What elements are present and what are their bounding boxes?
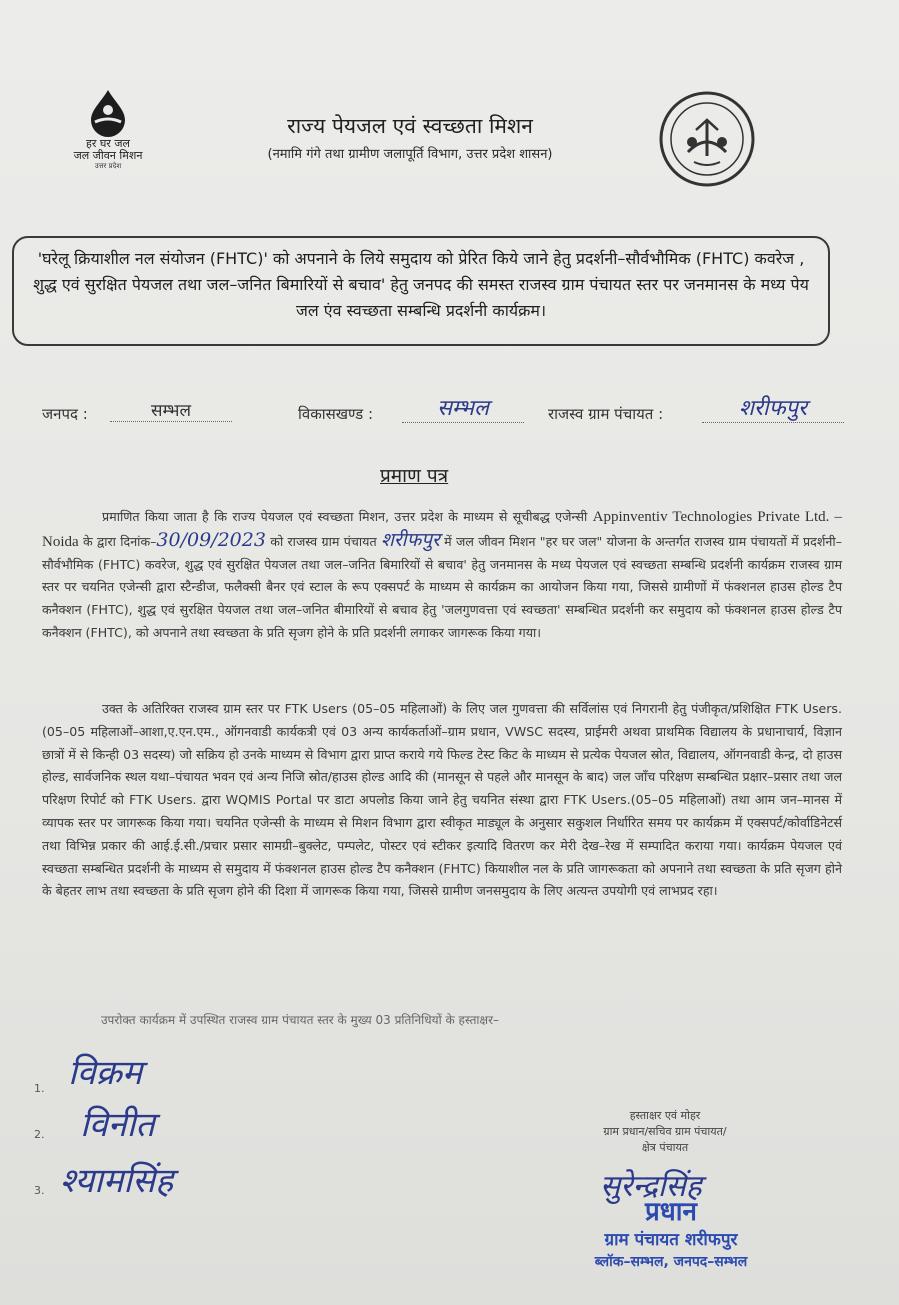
certificate-title: प्रमाण पत्र (380, 465, 449, 487)
stamp-panchayat: ग्राम पंचायत शरीफपुर (604, 1230, 738, 1250)
rep-number-3: 3. (34, 1184, 45, 1197)
water-drop-icon (85, 88, 131, 138)
village-name: शरीफपुर (380, 528, 440, 551)
stamp-block-district: ब्लॉक–सम्भल, जनपद–सम्भल (594, 1254, 748, 1270)
agency-name: Appinventiv Technologies Private Ltd. – Noida (42, 509, 842, 550)
authority-line-3: क्षेत्र पंचायत (641, 1141, 689, 1154)
panchayat-value: शरीफपुर (702, 392, 844, 423)
p1-text-a: प्रमाणित किया जाता है कि राज्य पेयजल एवं स्वच्छता मिशन, उत्तर प्रदेश के माध्यम से सूचीबद्ध एजेन्सी (102, 509, 588, 524)
authority-line-2: ग्राम प्रधान/सचिव ग्राम पंचायत/ (603, 1125, 727, 1138)
up-government-seal (658, 90, 756, 188)
panchayat-label: राजस्व ग्राम पंचायत : (548, 405, 664, 423)
rep-number-2: 2. (34, 1128, 45, 1141)
p1-text-d: में जल जीवन मिशन "हर घर जल" योजना के अन्तर्गत राजस्व ग्राम पंचायतों में प्रदर्शनी–सौर्वभौमिक (FHTC) कवरेज, शुद्ध एवं सुरक्षित पेयजल तथा जल–जनित बिमारियों से बचाव' हेतु जनमानस के मध्य पेयजल एवं स्वच्छता सम्बन्धि प्रदर्शनी कार्यक्रम राजस्व ग्राम स्तर पर चयनित एजेन्सी द्वारा स्टैन्डीज, फलैक्सी बैनर एवं स्टाल के रूप एक्सपर्ट के माध्यम से कार्यक्रम का आयोजन किया गया, जिससे ग्रामीणों में फंक्शनल हाउस होल्ड टैप कनैक्शन (FHTC), शुद्ध एवं सुरक्षित पेयजल तथा जल–जनित बीमारियों से बचाव हेतु 'जलगुणवत्ता एवं स्वच्छता' सम्बन्धित प्रदर्शनी कर समुदाय को फंक्शनल हाउस होल्ड टैप कनैक्शन (FHTC), को अपनाने तथा स्वच्छता के प्रति सृजग होने के प्रति प्रदर्शनी लगाकर जागरूक किया गया। (42, 533, 842, 640)
seal-icon (658, 90, 756, 188)
district-label: जनपद : (42, 405, 88, 423)
block-value: सम्भल (402, 392, 524, 423)
district-value: सम्भल (110, 398, 232, 422)
pradhan-stamp (556, 1196, 786, 1272)
certificate-paragraph-1 (42, 506, 842, 645)
p1-text-c: को राजस्व ग्राम पंचायत (270, 533, 377, 549)
p2-text: उक्त के अतिरिक्त राजस्व ग्राम स्तर पर FTK Users (05–05 महिलाओं) के लिए जल गुणवत्ता की सर्विलांस एवं निगरानी हेतु पंजीकृत/प्रशिक्षित FTK Users.(05–05 महिलाओं–आशा,ए.एन.एम., ऑगनवाडी कार्यकत्री एवं 03 अन्य कार्यकर्ताओं–ग्राम प्रधान, VWSC सदस्य, प्राईमरी अथवा प्राथमिक विद्यालय के प्रधानाचार्य, विज्ञान छात्रों में से किन्ही 03 सदस्य) जो सक्रिय हो उनके माध्यम से विभाग द्वारा प्राप्त कराये गये फिल्ड टेस्ट किट के माध्यम से प्रत्येक पेयजल स्रोत, विद्यालय, ऑगनवाडी केन्द्र, दो हाउस होल्ड, सार्वजनिक स्थल यथा–पंचायत भवन एवं अन्य निजि स्रोत/हाउस होल्ड आदि की (मानसून से पहले और मानसून के बाद) जल जाँच परिक्षण सम्बन्धित प्रक्षार–प्रसार तथा जल परिक्षण रिपोर्ट को FTK Users. द्वारा WQMIS Portal पर डाटा अपलोड किया जाने हेतु चयनित संस्था द्वारा FTK Users.(05–05 महिलाओं) तथा आम जन–मानस में व्यापक स्तर पर जागरूक किया गया। चयनित एजेन्सी के माध्यम से मिशन विभाग द्वारा स्वीकृत माड्यूल के अनुसार सकुशल निर्धारित समय पर कार्यक्रम में एक्सपर्ट/कोर्वाडिनेटर्स तथा विभिन्न प्रकार की आई.ई.सी./प्रचार प्रसार सामग्री–बुक्लेट, पम्पलेट, पोस्टर एवं स्टीकर इत्यादि वितरण कर मेरी देख–रेख में सम्पादित कराया गया। कार्यक्रम पेयजल एवं स्वच्छता सम्बन्धित प्रदर्शनी के माध्यम से समुदाय में फंक्शनल हाउस होल्ड टैप कनैक्शन (FHTC) कियाशील नल के प्रति जागरूकता को अपनाने तथा स्वच्छता के प्रति सृजग होने के बेहतर लाभ तथा स्वच्छता के प्रति सृजग होने की दिशा में जागरूक किया गया, जिससे ग्रामीण जनसमुदाय के लिए अत्यन्त उपयोगी एवं लाभप्रद रहा। (42, 701, 842, 899)
header-title: राज्य पेयजल एवं स्वच्छता मिशन (287, 114, 533, 138)
block-label: विकासखण्ड : (298, 405, 374, 423)
rep-number-1: 1. (34, 1082, 45, 1095)
rep-signature-2: विनीत (80, 1105, 155, 1145)
p1-text-b: के द्वारा दिनांक– (83, 533, 157, 549)
pradhan-signature: सुरेन्द्रसिंह (600, 1169, 702, 1204)
rep-signature-1: विक्रम (68, 1053, 143, 1093)
logo-caption-1: हर घर जल (86, 137, 130, 150)
header-subtitle: (नमामि गंगे तथा ग्रामीण जलापूर्ति विभाग, उत्तर प्रदेश शासन) (267, 147, 553, 162)
stamp-title: प्रधान (645, 1197, 697, 1227)
rep-signature-3: श्यामसिंह (60, 1161, 174, 1201)
logo-caption-3: उत्तर प्रदेश (94, 162, 122, 170)
logo-caption-2: जल जीवन मिशन (73, 149, 143, 162)
certificate-paragraph-2 (42, 698, 842, 903)
program-date: 30/09/2023 (156, 528, 266, 551)
har-ghar-jal-logo (58, 88, 158, 171)
representatives-note: उपरोक्त कार्यक्रम में उपस्थित राजस्व ग्राम पंचायत स्तर के मुख्य 03 प्रतिनिधियों के हस्ताक्षर– (100, 1013, 500, 1027)
location-fields (42, 398, 862, 434)
authority-block (560, 1108, 770, 1156)
authority-line-1: हस्ताक्षर एवं मोहर (629, 1109, 701, 1122)
subject-box: 'घरेलू क्रियाशील नल संयोजन (FHTC)' को अपनाने के लिये समुदाय को प्रेरित किये जाने हेतु प्रदर्शनी–सौर्वभौमिक (FHTC) कवरेज , शुद्ध एवं सुरक्षित पेयजल तथा जल–जनित बिमारियों से बचाव' हेतु जनपद की समस्त राजस्व ग्राम पंचायत स्तर पर जनमानस के मध्य पेय जल एंव स्वच्छता सम्बन्धि प्रदर्शनी कार्यक्रम। (12, 236, 830, 346)
